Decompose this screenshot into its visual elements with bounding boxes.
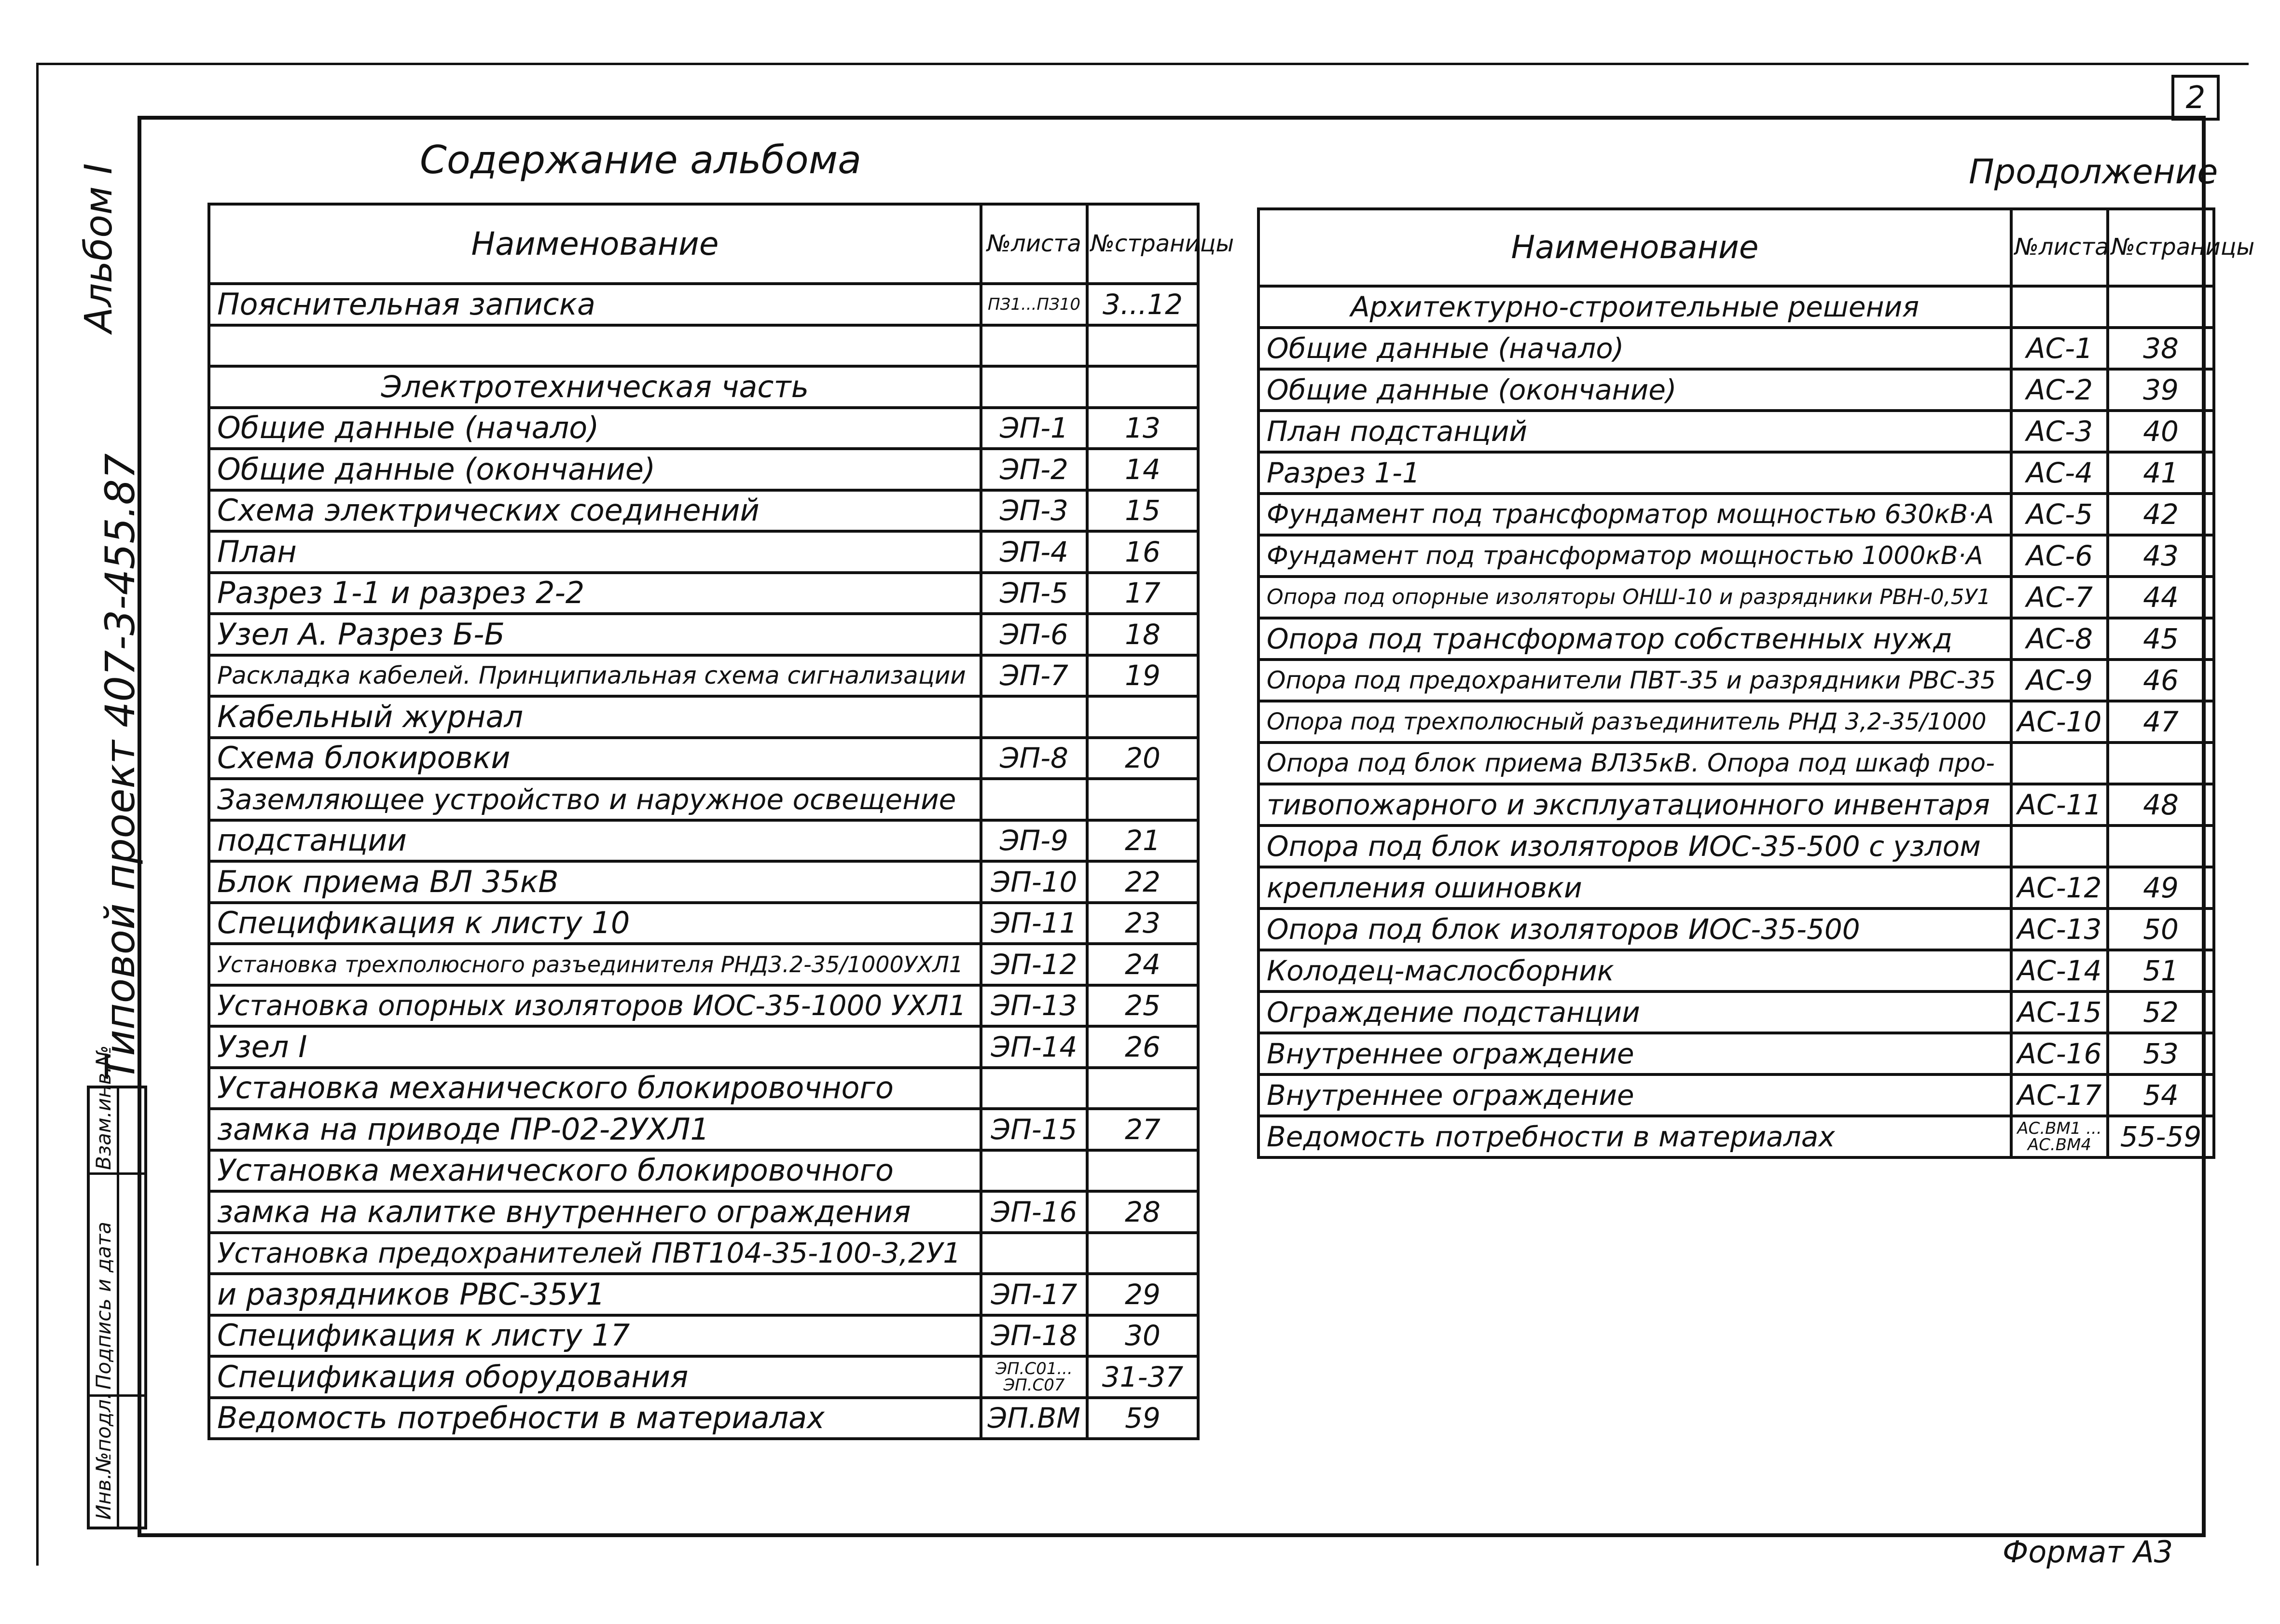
- row-name: Узел I: [209, 1026, 981, 1068]
- row-name: Установка предохранителей ПВТ104-35-100-3,2У1: [209, 1233, 981, 1274]
- stamp-divider: [117, 1086, 119, 1529]
- row-page: 38: [2108, 328, 2214, 369]
- table-row: [1258, 1074, 2214, 1116]
- row-page: 15: [1087, 490, 1198, 532]
- row-name: подстанции: [209, 820, 981, 862]
- row-page: 46: [2108, 660, 2214, 701]
- row-page: 43: [2108, 535, 2214, 577]
- row-page: [1087, 1233, 1198, 1274]
- row-name: замка на калитке внутреннего ограждения: [209, 1191, 981, 1233]
- table-row: [1258, 743, 2214, 784]
- stamp-inv-label: Инв.№подл.: [92, 1392, 115, 1520]
- table-row: [209, 944, 1198, 985]
- row-page: 52: [2108, 991, 2214, 1033]
- row-page: 47: [2108, 701, 2214, 743]
- row-sheet: [981, 1068, 1087, 1109]
- row-name: и разрядников РВС-35У1: [209, 1274, 981, 1315]
- row-page: [1087, 779, 1198, 820]
- stamp-divider: [87, 1172, 147, 1175]
- row-name: замка на приводе ПР-02-2УХЛ1: [209, 1109, 981, 1150]
- row-name: Опора под опорные изоляторы ОНШ-10 и разрядники РВН-0,5У1: [1258, 577, 2011, 618]
- table-row: [209, 325, 1198, 367]
- album-label: Альбом I: [77, 163, 121, 333]
- table-row: [1258, 535, 2214, 577]
- row-name: Ведомость потребности в материалах: [209, 1398, 981, 1439]
- table-row: [1258, 1033, 2214, 1074]
- row-sheet: ЭП-7: [981, 655, 1087, 697]
- row-sheet: ЭП-11: [981, 903, 1087, 944]
- row-page: 27: [1087, 1109, 1198, 1150]
- row-sheet: АС-16: [2011, 1033, 2108, 1074]
- row-page: [1087, 366, 1198, 408]
- row-sheet: АС-1: [2011, 328, 2108, 369]
- row-sheet: АС-14: [2011, 950, 2108, 991]
- row-sheet: [981, 1233, 1087, 1274]
- table-row: [209, 738, 1198, 779]
- header-page: №страницы: [2108, 209, 2214, 286]
- row-page: 50: [2108, 908, 2214, 950]
- row-page: 49: [2108, 867, 2214, 908]
- row-sheet: ЭП-16: [981, 1191, 1087, 1233]
- header-page: №страницы: [1087, 204, 1198, 284]
- row-page: 21: [1087, 820, 1198, 862]
- row-sheet: ЭП-15: [981, 1109, 1087, 1150]
- table-row: [1258, 701, 2214, 743]
- row-sheet: [2011, 286, 2108, 328]
- row-name: Узел А. Разрез Б-Б: [209, 614, 981, 655]
- table-row: [209, 820, 1198, 862]
- row-page: 17: [1087, 573, 1198, 614]
- row-name: Опора под трехполюсный разъединитель РНД 3,2-35/1000: [1258, 701, 2011, 743]
- row-sheet: [2011, 743, 2108, 784]
- row-page: 14: [1087, 449, 1198, 490]
- row-name: Общие данные (начало): [1258, 328, 2011, 369]
- row-page: 26: [1087, 1026, 1198, 1068]
- table-row: [1258, 328, 2214, 369]
- row-page: 20: [1087, 738, 1198, 779]
- row-page: 41: [2108, 452, 2214, 494]
- row-sheet: [2011, 826, 2108, 867]
- table-row: [209, 449, 1198, 490]
- table-row: [1258, 369, 2214, 411]
- table-row: [1258, 618, 2214, 660]
- row-sheet: ПЗ1...ПЗ10: [981, 284, 1087, 325]
- row-sheet: АС-3: [2011, 411, 2108, 452]
- row-name: Заземляющее устройство и наружное освещение: [209, 779, 981, 820]
- row-page: [1087, 696, 1198, 738]
- row-name: Колодец-маслосборник: [1258, 950, 2011, 991]
- project-label: Типовой проект 407-3-455.87: [97, 453, 144, 1081]
- stamp-replace-label: Взам.инв.№: [92, 1045, 115, 1170]
- row-name: Спецификация оборудования: [209, 1356, 981, 1398]
- row-page: 16: [1087, 531, 1198, 573]
- left-contents-table: [207, 203, 1234, 1440]
- row-sheet: АС.ВМ1 ... АС.ВМ4: [2011, 1116, 2108, 1157]
- row-page: 53: [2108, 1033, 2214, 1074]
- row-sheet: ЭП-2: [981, 449, 1087, 490]
- table-row: [209, 1274, 1198, 1315]
- table-row: [1258, 286, 2214, 328]
- row-name: Установка механического блокировочного: [209, 1068, 981, 1109]
- row-page: 54: [2108, 1074, 2214, 1116]
- row-sheet: ЭП-14: [981, 1026, 1087, 1068]
- table-row: [209, 1398, 1198, 1439]
- table-row: [1258, 991, 2214, 1033]
- header-name: Наименование: [209, 204, 981, 284]
- row-page: 51: [2108, 950, 2214, 991]
- left-title: Содержание альбома: [420, 138, 862, 182]
- row-name: Разрез 1-1: [1258, 452, 2011, 494]
- row-page: [2108, 743, 2214, 784]
- row-name: Общие данные (окончание): [1258, 369, 2011, 411]
- row-name: Раскладка кабелей. Принципиальная схема сигнализации: [209, 655, 981, 697]
- row-sheet: АС-8: [2011, 618, 2108, 660]
- row-name: тивопожарного и эксплуатационного инвентаря: [1258, 784, 2011, 826]
- row-page: 24: [1087, 944, 1198, 985]
- table-row: [209, 284, 1198, 325]
- table-row: [209, 1026, 1198, 1068]
- row-sheet: [981, 696, 1087, 738]
- row-sheet: ЭП-18: [981, 1315, 1087, 1357]
- row-page: 13: [1087, 408, 1198, 449]
- sheet-number: 2: [2185, 80, 2206, 116]
- table-row: [1258, 411, 2214, 452]
- table-row: [209, 1356, 1198, 1398]
- table-row: [209, 1315, 1198, 1357]
- row-sheet: АС-7: [2011, 577, 2108, 618]
- row-name: Опора под предохранители ПВТ-35 и разрядники РВС-35: [1258, 660, 2011, 701]
- row-name: Опора под блок изоляторов ИОС-35-500: [1258, 908, 2011, 950]
- row-name: План: [209, 531, 981, 573]
- table-row: [209, 366, 1198, 408]
- row-page: 3...12: [1087, 284, 1198, 325]
- row-page: 44: [2108, 577, 2214, 618]
- row-sheet: АС-11: [2011, 784, 2108, 826]
- row-page: 18: [1087, 614, 1198, 655]
- row-name: Схема электрических соединений: [209, 490, 981, 532]
- table-row: [1258, 784, 2214, 826]
- row-page: 23: [1087, 903, 1198, 944]
- row-page: 48: [2108, 784, 2214, 826]
- row-page: [1087, 1068, 1198, 1109]
- row-name: Спецификация к листу 10: [209, 903, 981, 944]
- row-name: Кабельный журнал: [209, 696, 981, 738]
- row-sheet: ЭП-10: [981, 861, 1087, 903]
- header-name: Наименование: [1258, 209, 2011, 286]
- row-name: Ограждение подстанции: [1258, 991, 2011, 1033]
- row-name: Фундамент под трансформатор мощностью 630кВ·А: [1258, 494, 2011, 535]
- row-name: Общие данные (начало): [209, 408, 981, 449]
- row-sheet: [981, 1150, 1087, 1192]
- row-page: 42: [2108, 494, 2214, 535]
- row-sheet: [981, 325, 1087, 367]
- row-page: 19: [1087, 655, 1198, 697]
- table-row: [209, 985, 1198, 1027]
- table-row: [209, 696, 1198, 738]
- table-row: [1258, 908, 2214, 950]
- table-row: [209, 779, 1198, 820]
- row-sheet: ЭП-3: [981, 490, 1087, 532]
- row-name: Общие данные (окончание): [209, 449, 981, 490]
- row-page: 39: [2108, 369, 2214, 411]
- row-sheet: ЭП-17: [981, 1274, 1087, 1315]
- table-row: [209, 1109, 1198, 1150]
- row-sheet: АС-5: [2011, 494, 2108, 535]
- right-contents-table: [1257, 207, 2255, 1159]
- row-sheet: ЭП-9: [981, 820, 1087, 862]
- row-sheet: ЭП.ВМ: [981, 1398, 1087, 1439]
- row-name: Спецификация к листу 17: [209, 1315, 981, 1357]
- table-row: [209, 655, 1198, 697]
- table-row: [209, 531, 1198, 573]
- table-row: [209, 1191, 1198, 1233]
- format-label: Формат А3: [2003, 1534, 2173, 1569]
- table-row: [209, 1150, 1198, 1192]
- row-name: Разрез 1-1 и разрез 2-2: [209, 573, 981, 614]
- row-sheet: [981, 779, 1087, 820]
- row-name: Архитектурно-строительные решения: [1258, 286, 2011, 328]
- row-sheet: АС-9: [2011, 660, 2108, 701]
- row-name: Электротехническая часть: [209, 366, 981, 408]
- row-sheet: ЭП-8: [981, 738, 1087, 779]
- row-name: [209, 325, 981, 367]
- row-page: 59: [1087, 1398, 1198, 1439]
- row-sheet: ЭП-5: [981, 573, 1087, 614]
- table-row: [209, 490, 1198, 532]
- row-name: Установка трехполюсного разъединителя РНД3.2-35/1000УХЛ1: [209, 944, 981, 985]
- row-page: 55-59: [2108, 1116, 2214, 1157]
- table-row: [209, 573, 1198, 614]
- header-sheet: №листа: [981, 204, 1087, 284]
- row-name: Установка механического блокировочного: [209, 1150, 981, 1192]
- row-page: 28: [1087, 1191, 1198, 1233]
- row-page: 25: [1087, 985, 1198, 1027]
- table-row: [1258, 494, 2214, 535]
- table-row: [1258, 826, 2214, 867]
- row-name: Опора под трансформатор собственных нужд: [1258, 618, 2011, 660]
- sheet-number-box: [2171, 75, 2220, 121]
- row-name: крепления ошиновки: [1258, 867, 2011, 908]
- row-sheet: ЭП-4: [981, 531, 1087, 573]
- row-name: Внутреннее ограждение: [1258, 1033, 2011, 1074]
- row-name: Схема блокировки: [209, 738, 981, 779]
- row-sheet: АС-17: [2011, 1074, 2108, 1116]
- table-row: [1258, 1116, 2214, 1157]
- row-sheet: ЭП-12: [981, 944, 1087, 985]
- row-name: Установка опорных изоляторов ИОС-35-1000 УХЛ1: [209, 985, 981, 1027]
- row-page: 45: [2108, 618, 2214, 660]
- row-name: План подстанций: [1258, 411, 2011, 452]
- table-row: [1258, 950, 2214, 991]
- row-name: Опора под блок приема ВЛ35кВ. Опора под шкаф про-: [1258, 743, 2011, 784]
- table-row: [209, 861, 1198, 903]
- row-page: 22: [1087, 861, 1198, 903]
- table-row: [209, 408, 1198, 449]
- row-name: Ведомость потребности в материалах: [1258, 1116, 2011, 1157]
- row-sheet: [981, 366, 1087, 408]
- row-page: [1087, 1150, 1198, 1192]
- row-sheet: АС-12: [2011, 867, 2108, 908]
- row-sheet: АС-4: [2011, 452, 2108, 494]
- table-row: [209, 903, 1198, 944]
- row-sheet: ЭП-1: [981, 408, 1087, 449]
- row-sheet: ЭП.С01... ЭП.С07: [981, 1356, 1087, 1398]
- table-row: [209, 1068, 1198, 1109]
- table-row: [209, 614, 1198, 655]
- row-page: [1087, 325, 1198, 367]
- row-sheet: АС-15: [2011, 991, 2108, 1033]
- row-page: 31-37: [1087, 1356, 1198, 1398]
- row-page: [2108, 826, 2214, 867]
- table-row: [209, 1233, 1198, 1274]
- row-name: Пояснительная записка: [209, 284, 981, 325]
- row-name: Блок приема ВЛ 35кВ: [209, 861, 981, 903]
- table-row: [1258, 452, 2214, 494]
- row-sheet: АС-2: [2011, 369, 2108, 411]
- right-title: Продолжение: [1969, 152, 2218, 192]
- row-name: Фундамент под трансформатор мощностью 1000кВ·А: [1258, 535, 2011, 577]
- row-name: Опора под блок изоляторов ИОС-35-500 с узлом: [1258, 826, 2011, 867]
- row-page: 29: [1087, 1274, 1198, 1315]
- stamp-sign-label: Подпись и дата: [92, 1222, 115, 1390]
- table-row: [1258, 660, 2214, 701]
- row-sheet: АС-6: [2011, 535, 2108, 577]
- row-sheet: ЭП-13: [981, 985, 1087, 1027]
- row-sheet: ЭП-6: [981, 614, 1087, 655]
- row-sheet: АС-13: [2011, 908, 2108, 950]
- table-row: [1258, 577, 2214, 618]
- row-page: 30: [1087, 1315, 1198, 1357]
- row-page: [2108, 286, 2214, 328]
- row-page: 40: [2108, 411, 2214, 452]
- row-name: Внутреннее ограждение: [1258, 1074, 2011, 1116]
- header-sheet: №листа: [2011, 209, 2108, 286]
- table-row: [1258, 867, 2214, 908]
- row-sheet: АС-10: [2011, 701, 2108, 743]
